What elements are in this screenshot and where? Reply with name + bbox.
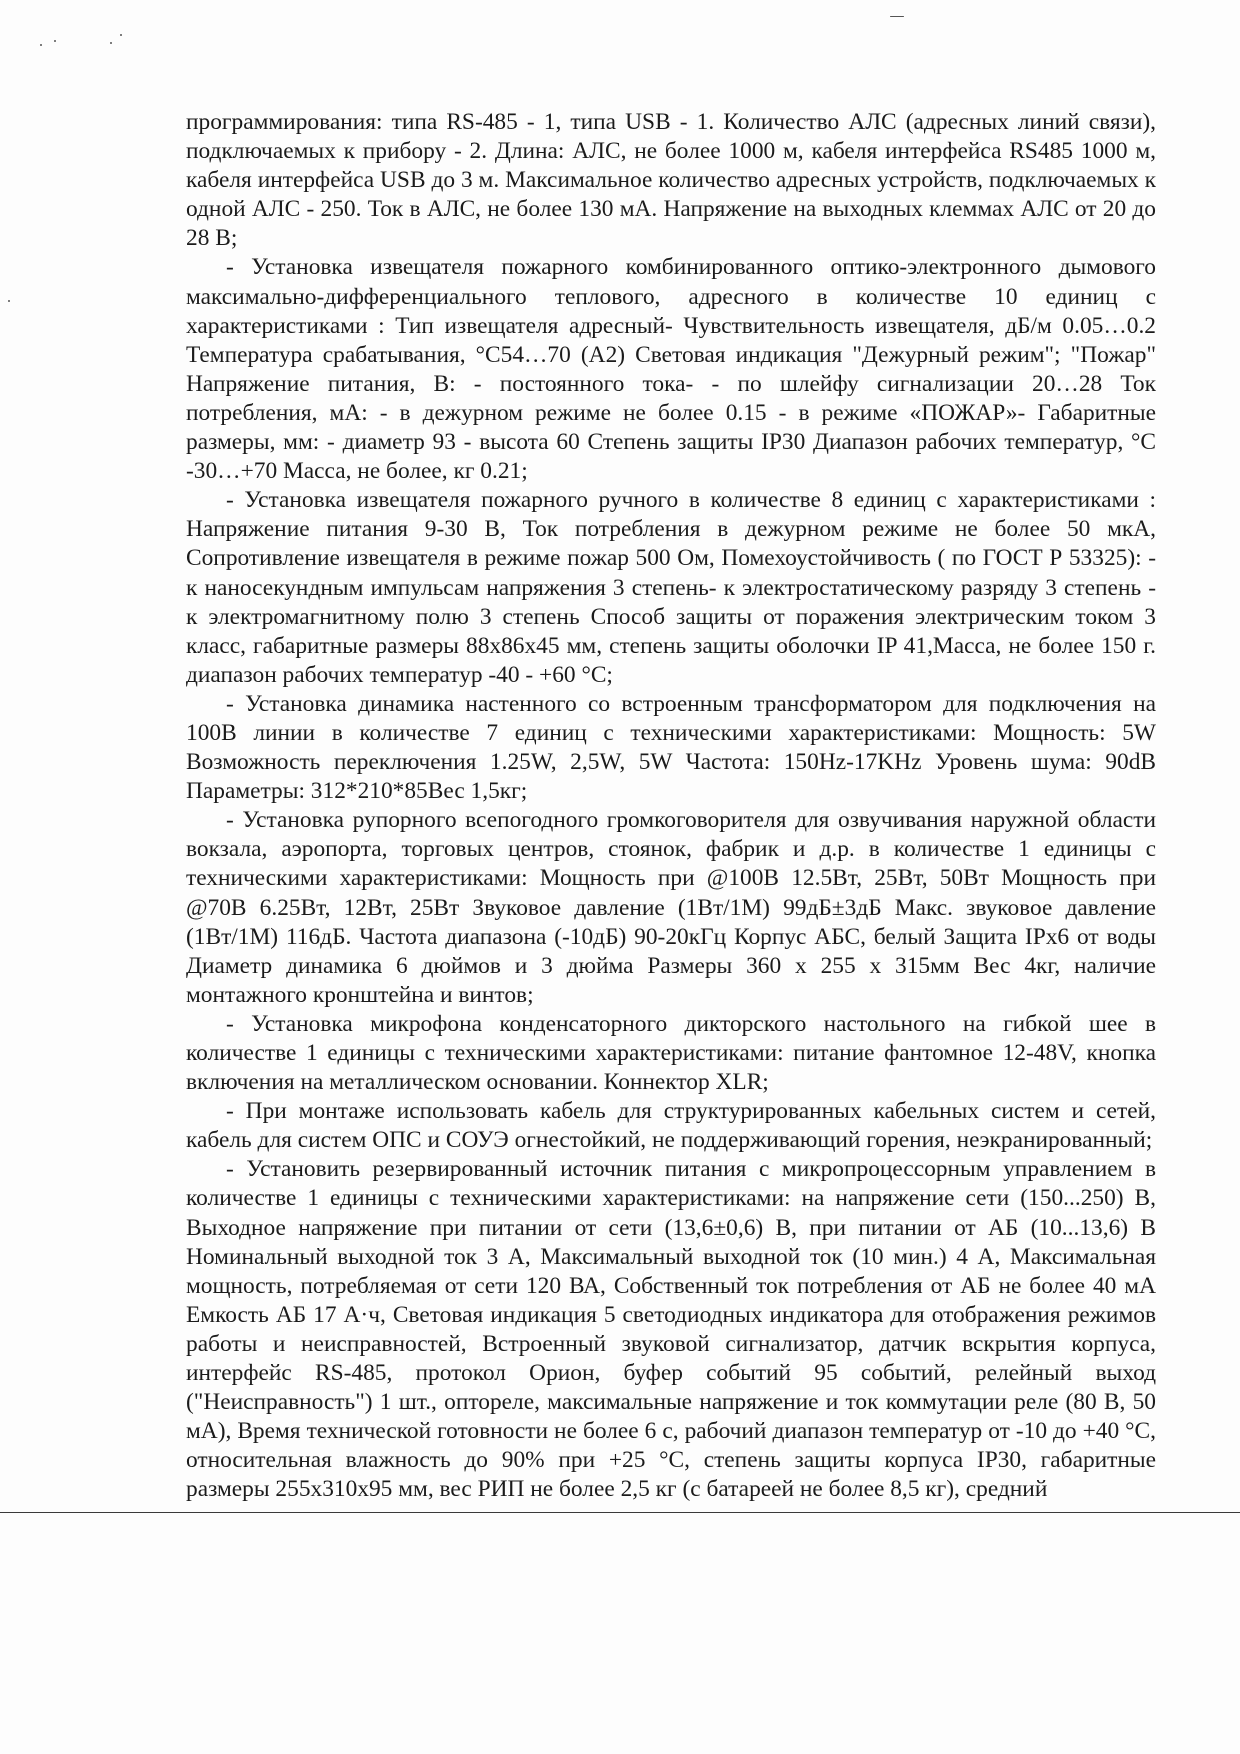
- paragraph-cabling: - При монтаже использовать кабель для структурированных кабельных систем и сетей, кабель для систем ОПС и СОУЭ огнестойкий, не поддерживающий горения, неэкранированный;: [186, 1098, 1156, 1154]
- paragraph-smoke-detector: - Установка извещателя пожарного комбинированного оптико-электронного дымового максимально-дифференциального теплового, адресного в количестве 10 единиц с характеристиками : Тип извещателя адресный- Чувствительность извещателя, дБ/м 0.05…0.2 Температура срабатывания, °С54…70 (А2) Световая индикация "Дежурный режим"; "Пожар" Напряжение питания, В: - постоянного тока- - по шлейфу сигнализации 20…28 Ток потребления, мА: - в дежурном режиме не более 0.15 - в режиме «ПОЖАР»- Габаритные размеры, мм: - диаметр 93 - высота 60 Степень защиты IP30 Диапазон рабочих температур, °С -30…+70 Масса, не более, кг 0.21;: [186, 254, 1156, 485]
- paragraph-manual-call-point: - Установка извещателя пожарного ручного в количестве 8 единиц с характеристиками : Напряжение питания 9-30 В, Ток потребления в дежурном режиме не более 50 мкА, Сопротивление извещателя в режиме пожар 500 Ом, Помехоустойчивость ( по ГОСТ Р 53325): - к наносекундным импульсам напряжения 3 степень- к электростатическому разряду 3 степень - к электромагнитному полю 3 степень Способ защиты от поражения электрическим током 3 класс, габаритные размеры 88х86х45 мм, степень защиты оболочки IP 41,Масса, не более 150 г. диапазон рабочих температур -40 - +60 °С;: [186, 487, 1156, 688]
- paragraph-microphone: - Установка микрофона конденсаторного дикторского настольного на гибкой шее в количестве 1 единицы с техническими характеристиками: питание фантомное 12-48V, кнопка включения на металлическом основании. Коннектор XLR;: [186, 1010, 1156, 1096]
- document-body: [186, 108, 1156, 1505]
- paragraph-interface-specs: программирования: типа RS-485 - 1, типа USB - 1. Количество АЛС (адресных линий связи), подключаемых к прибору - 2. Длина: АЛС, не более 1000 м, кабеля интерфейса RS485 1000 м, кабеля интерфейса USB до 3 м. Максимальное количество адресных устройств, подключаемых к одной АЛС - 250. Ток в АЛС, не более 130 мА. Напряжение на выходных клеммах АЛС от 20 до 28 В;: [186, 109, 1156, 252]
- scan-speck: [54, 40, 56, 42]
- scan-speck: [110, 42, 112, 44]
- scan-fold-line: [0, 1512, 1240, 1513]
- paragraph-wall-speaker: - Установка динамика настенного со встроенным трансформатором для подключения на 100В линии в количестве 7 единиц с техническими характеристиками: Мощность: 5W Возможность переключения 1.25W, 2,5W, 5W Частота: 150Hz-17KHz Уровень шума: 90dB Параметры: 312*210*85Вес 1,5кг;: [186, 690, 1156, 805]
- scan-speck: [8, 300, 10, 302]
- scan-speck: [120, 34, 122, 36]
- scan-speck: [40, 44, 42, 46]
- scan-speck: [890, 16, 904, 17]
- paragraph-horn-loudspeaker: - Установка рупорного всепогодного громкоговорителя для озвучивания наружной области вокзала, аэропорта, торговых центров, стоянок, фабрик и д.р. в количестве 1 единицы с техническими характеристиками: Мощность при @100В 12.5Вт, 25Вт, 50Вт Мощность при @70В 6.25Вт, 12Вт, 25Вт Звуковое давление (1Вт/1М) 99дБ±3дБ Макс. звуковое давление (1Вт/1М) 116дБ. Частота диапазона (-10дБ) 90-20кГц Корпус АБС, белый Защита IPх6 от воды Диаметр динамика 6 дюймов и 3 дюйма Размеры 360 х 255 х 315мм Вес 4кг, наличие монтажного кронштейна и винтов;: [186, 807, 1156, 1008]
- paragraph-power-supply: - Установить резервированный источник питания с микропроцессорным управлением в количестве 1 единицы с техническими характеристиками: на напряжение сети (150...250) В, Выходное напряжение при питании от сети (13,6±0,6) В, при питании от АБ (10...13,6) В Номинальный выходной ток 3 А, Максимальный выходной ток (10 мин.) 4 А, Максимальная мощность, потребляемая от сети 120 ВА, Собственный ток потребления от АБ не более 40 мА Емкость АБ 17 А·ч, Световая индикация 5 светодиодных индикатора для отображения режимов работы и неисправностей, Встроенный звуковой сигнализатор, датчик вскрытия корпуса, интерфейс RS-485, протокол Орион, буфер событий 95 событий, релейный выход ("Неисправность") 1 шт., оптореле, максимальные напряжение и ток коммутации реле (80 В, 50 мА), Время технической готовности не более 6 с, рабочий диапазон температур от -10 до +40 °С, относительная влажность до 90% при +25 °С, степень защиты корпуса IP30, габаритные размеры 255х310х95 мм, вес РИП не более 2,5 кг (с батареей не более 8,5 кг), средний: [186, 1156, 1156, 1503]
